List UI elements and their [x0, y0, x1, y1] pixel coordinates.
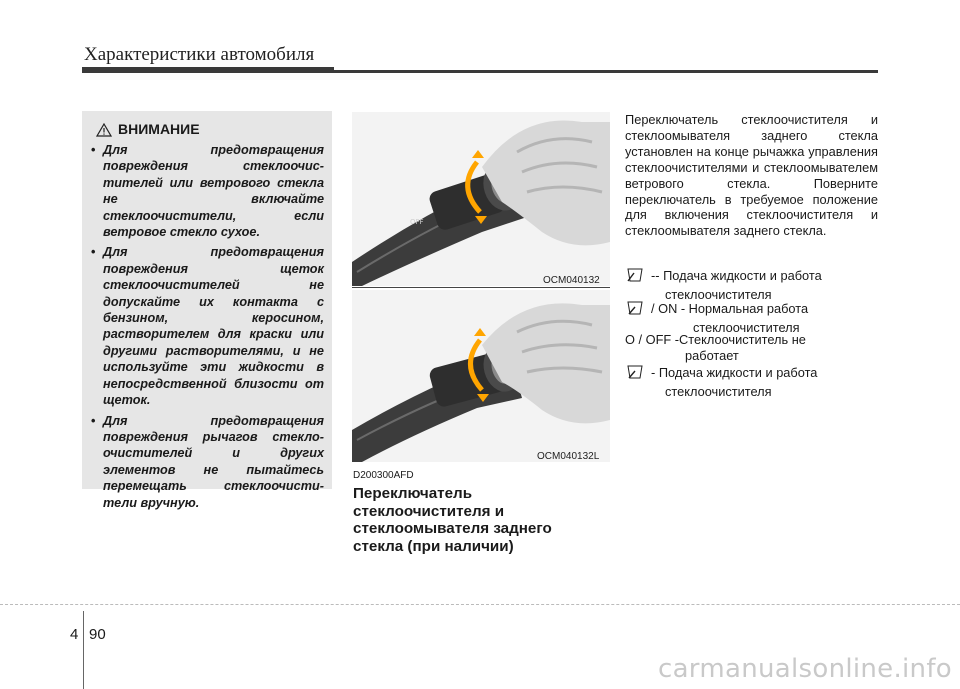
warning-item: • Для предотвращения повреждения стеклоочис-тителей или ветрового стекла не включайте стеклоочистители, если ветровое стекло сухое. [90, 142, 324, 240]
mode-text: / ON - Нормальная работа [651, 301, 809, 316]
wiper-stalk-hand-illustration [352, 112, 610, 286]
body-paragraph: Переключатель стеклоочистителя и стеклоомывателя заднего стекла установлен на конце рычажка управления стеклоочистителями и стеклоомывателем ветрового стекла. Поверните переключатель в требуемое положение для включения стеклоочистителя и стеклоомывателя заднего стекла. [625, 112, 878, 239]
mode-text: -- Подача жидкости и работа [651, 268, 822, 283]
figure-b-code: OCM040132L [537, 451, 600, 462]
figure-b-image [352, 290, 610, 462]
wiper-on-icon [625, 300, 645, 320]
mode-item-on [625, 300, 885, 336]
mode-item-off [625, 332, 885, 364]
warning-item: • Для предотвращения повреждения рычагов стекло-очистителей и других элементов не пытайтесь перемещать стеклоочисти-тели вручную. [90, 413, 324, 511]
chapter-number: 4 [70, 626, 79, 643]
washer-icon [625, 364, 645, 384]
warning-box [82, 111, 332, 510]
mode-subtext: работает [685, 347, 739, 363]
washer-wiper-icon [625, 267, 645, 287]
mode-text: O / OFF -Стеклоочиститель не [625, 332, 806, 347]
footer-rule [0, 604, 960, 605]
footer-vertical-rule [83, 611, 84, 689]
figure-divider [352, 287, 610, 288]
doc-code: D200300AFD [353, 470, 414, 481]
header-rule [82, 70, 878, 73]
page-number: 90 [89, 626, 106, 643]
mode-subtext: стеклоочистителя [693, 319, 800, 335]
page-header-title: Характеристики автомобиля [84, 44, 315, 65]
mode-subtext: стеклоочистителя [665, 286, 772, 302]
warning-item: • Для предотвращения повреждения щеток стеклоочистителей не допускайте их контакта с бензином, керосином, растворителем для краски или другими растворителями, и не используйте эти жидкости в непосредственной близости от щеток. [90, 244, 324, 408]
figure-a-code: OCM040132 [543, 275, 600, 286]
warning-title-text: ВНИМАНИЕ [118, 121, 200, 137]
warning-triangle-icon [96, 123, 112, 137]
mode-item-washer [625, 364, 885, 400]
mode-item-washer-wiper [625, 267, 885, 303]
watermark: carmanualsonline.info [657, 654, 952, 684]
warning-list [90, 142, 324, 515]
wiper-stalk-hand-illustration-b [352, 290, 610, 462]
mode-subtext: стеклоочистителя [665, 383, 772, 399]
figure-a-image [352, 112, 610, 286]
mode-text: - Подача жидкости и работа [651, 365, 818, 380]
svg-text:OFF: OFF [410, 218, 424, 226]
warning-title [96, 121, 200, 137]
section-title: Переключатель стеклоочистителя и стеклоомывателя заднего стекла (при наличии) [353, 485, 552, 555]
